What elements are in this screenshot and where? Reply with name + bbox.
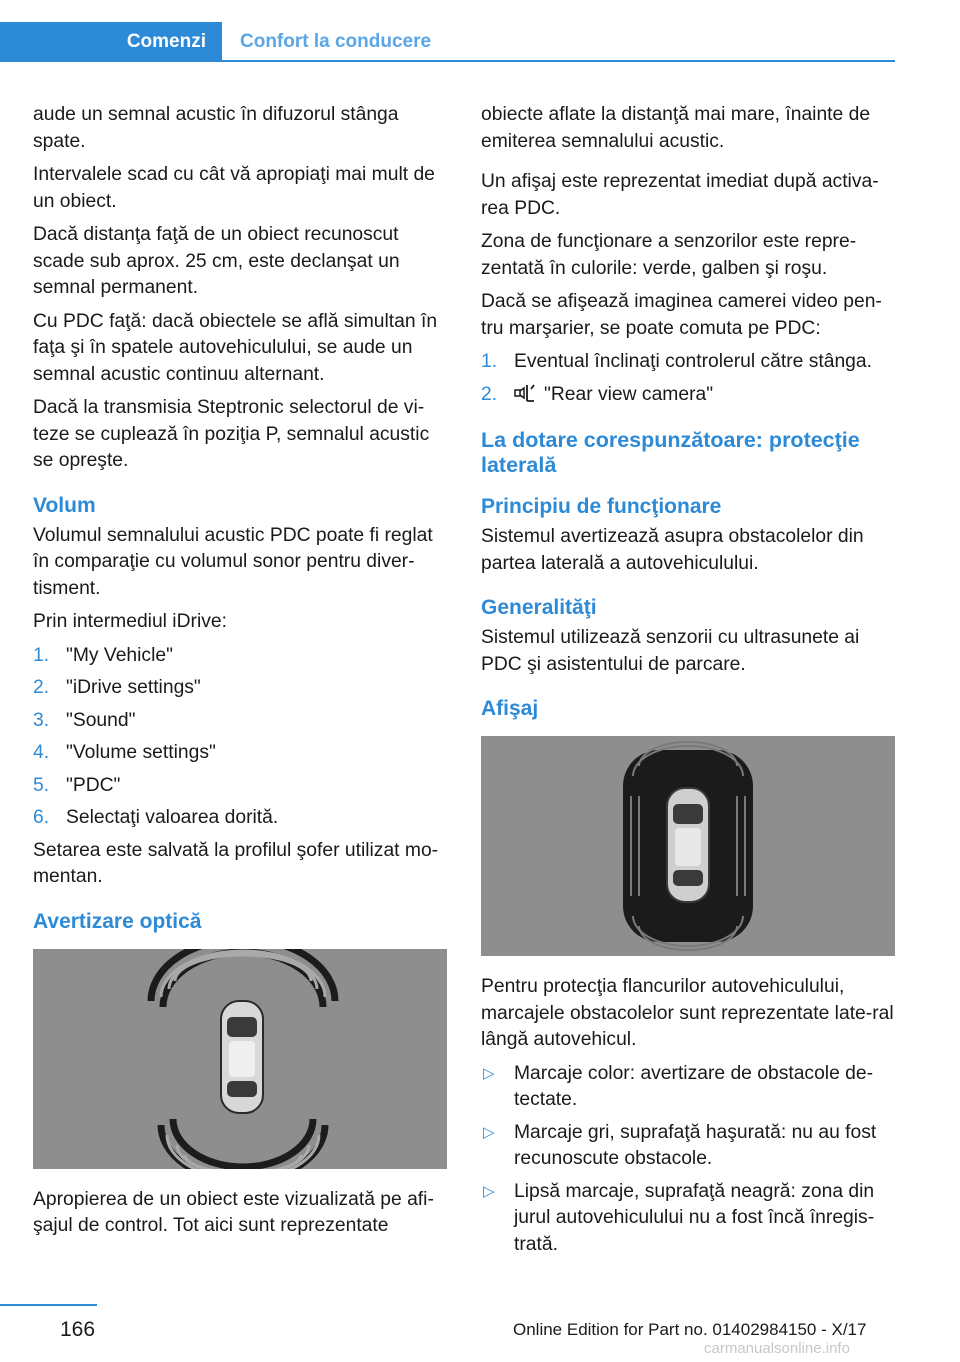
triangle-bullet-icon: ▷ [483,1182,495,1200]
step-text: "PDC" [66,774,121,796]
bullet-text: Marcaje gri, suprafaţă haşurată: nu au fost recunoscute obstacole. [514,1121,877,1169]
heading-generalitati: Generalităţi [481,596,597,619]
marker-bullet-list [481,1061,895,1259]
step-number: 3. [33,709,50,731]
step-number: 6. [33,807,50,828]
list-item [33,643,451,670]
step-number: 5. [33,774,50,796]
pdc-display-illustration [33,949,447,1169]
list-item [481,1061,895,1114]
header-divider [0,60,895,62]
paragraph: Dacă se afişează imaginea camerei video pen‐tru marşarier, se poate comuta pe PDC: [481,291,882,339]
step-number: 2. [33,677,50,698]
tab-confort-la-conducere[interactable]: Confort la conducere [240,31,432,52]
paragraph: Prin intermediul iDrive: [33,611,227,632]
paragraph: aude un semnal acustic în difuzorul stânga spate. [33,104,399,152]
step-text: "Volume settings" [66,742,216,763]
list-item [33,708,451,735]
step-text: Eventual înclinaţi controlerul către stânga. [514,351,872,372]
paragraph: Dacă distanţa faţă de un obiect recunoscut scade sub aprox. 25 cm, este declanşat un semnal permanent. [33,224,400,298]
triangle-bullet-icon: ▷ [483,1123,495,1141]
paragraph: Zona de funcţionare a senzorilor este repre‐zentată în culorile: verde, galben şi roşu. [481,231,857,279]
paragraph: Cu PDC faţă: dacă obiectele se află simultan în faţa şi în spatele autovehiculului, se aude un semnal acustic continuu alternant. [33,310,438,385]
step-text: Selectaţi valoarea dorită. [66,807,279,828]
heading-volum: Volum [33,493,96,517]
list-item [33,773,451,800]
heading-protectie-laterala: La dotare corespunzătoare: protecţie laterală [481,428,860,477]
figure-caption: Apropierea de un obiect este vizualizată pe afi‐şajul de control. Tot aici sunt reprezentate [33,1188,434,1236]
watermark: carmanualsonline.info [704,1340,850,1357]
heading-principiu-de-functionare: Principiu de funcţionare [481,495,722,518]
list-item [481,1179,895,1259]
camera-steps-list [481,349,895,408]
header-bar [0,0,895,64]
paragraph: Dacă la transmisia Steptronic selectorul de vi‐teze se cuplează în poziţia P, semnalul acustic se opreşte. [33,397,430,471]
list-item [33,675,451,702]
step-text: "My Vehicle" [66,644,173,666]
step-number: 2. [481,383,498,405]
right-column [481,102,895,1264]
step-text: "iDrive settings" [66,677,201,698]
step-number: 4. [33,742,50,763]
pdc-figure-graphic [33,949,447,1169]
paragraph: obiecte aflate la distanţă mai mare, înainte de emiterea semnalului acustic. [481,104,871,152]
list-item [33,740,451,767]
side-protection-illustration [481,736,895,956]
step-number: 1. [33,644,50,666]
footer-divider [0,1304,97,1306]
step-text: "Sound" [66,709,136,731]
heading-avertizare-optica: Avertizare optică [33,909,202,933]
triangle-bullet-icon: ▷ [483,1064,495,1082]
side-protection-graphic [481,736,895,956]
bullet-text: Lipsă marcaje, suprafaţă neagră: zona din jurul autovehiculului nu a fost încă înregis‐trată. [514,1180,875,1255]
step-text: "Rear view camera" [544,383,714,405]
paragraph: Un afişaj este reprezentat imediat după activa‐rea PDC. [481,171,879,219]
paragraph: Intervalele scad cu cât vă apropiaţi mai mult de un obiect. [33,164,435,212]
page-number: 166 [60,1318,96,1341]
list-item [33,805,451,832]
list-item [481,382,895,409]
paragraph: Sistemul utilizează senzorii cu ultrasunete ai PDC şi asistentului de parcare. [481,627,860,675]
rear-view-camera-icon [514,383,536,403]
step-number: 1. [481,351,498,372]
paragraph: Sistemul avertizează asupra obstacolelor din partea laterală a autovehiculului. [481,526,864,574]
bullet-text: Marcaje color: avertizare de obstacole de‐tectate. [514,1062,874,1110]
paragraph: Volumul semnalului acustic PDC poate fi reglat în comparaţie cu volumul sonor pentru diver‐tisment. [33,524,433,599]
list-item [481,349,895,376]
heading-afisaj: Afişaj [481,697,539,720]
left-column [33,102,451,1247]
edition-note: Online Edition for Part no. 01402984150 - X/17 [513,1320,867,1339]
paragraph: Setarea este salvată la profilul şofer utilizat mo‐mentan. [33,839,439,887]
list-item [481,1120,895,1173]
tab-comenzi[interactable]: Comenzi [0,22,222,62]
idrive-steps-list [33,643,451,832]
paragraph: Pentru protecţia flancurilor autovehiculului, marcajele obstacolelor sunt reprezentate late‐ral lângă autovehicul. [481,976,894,1050]
